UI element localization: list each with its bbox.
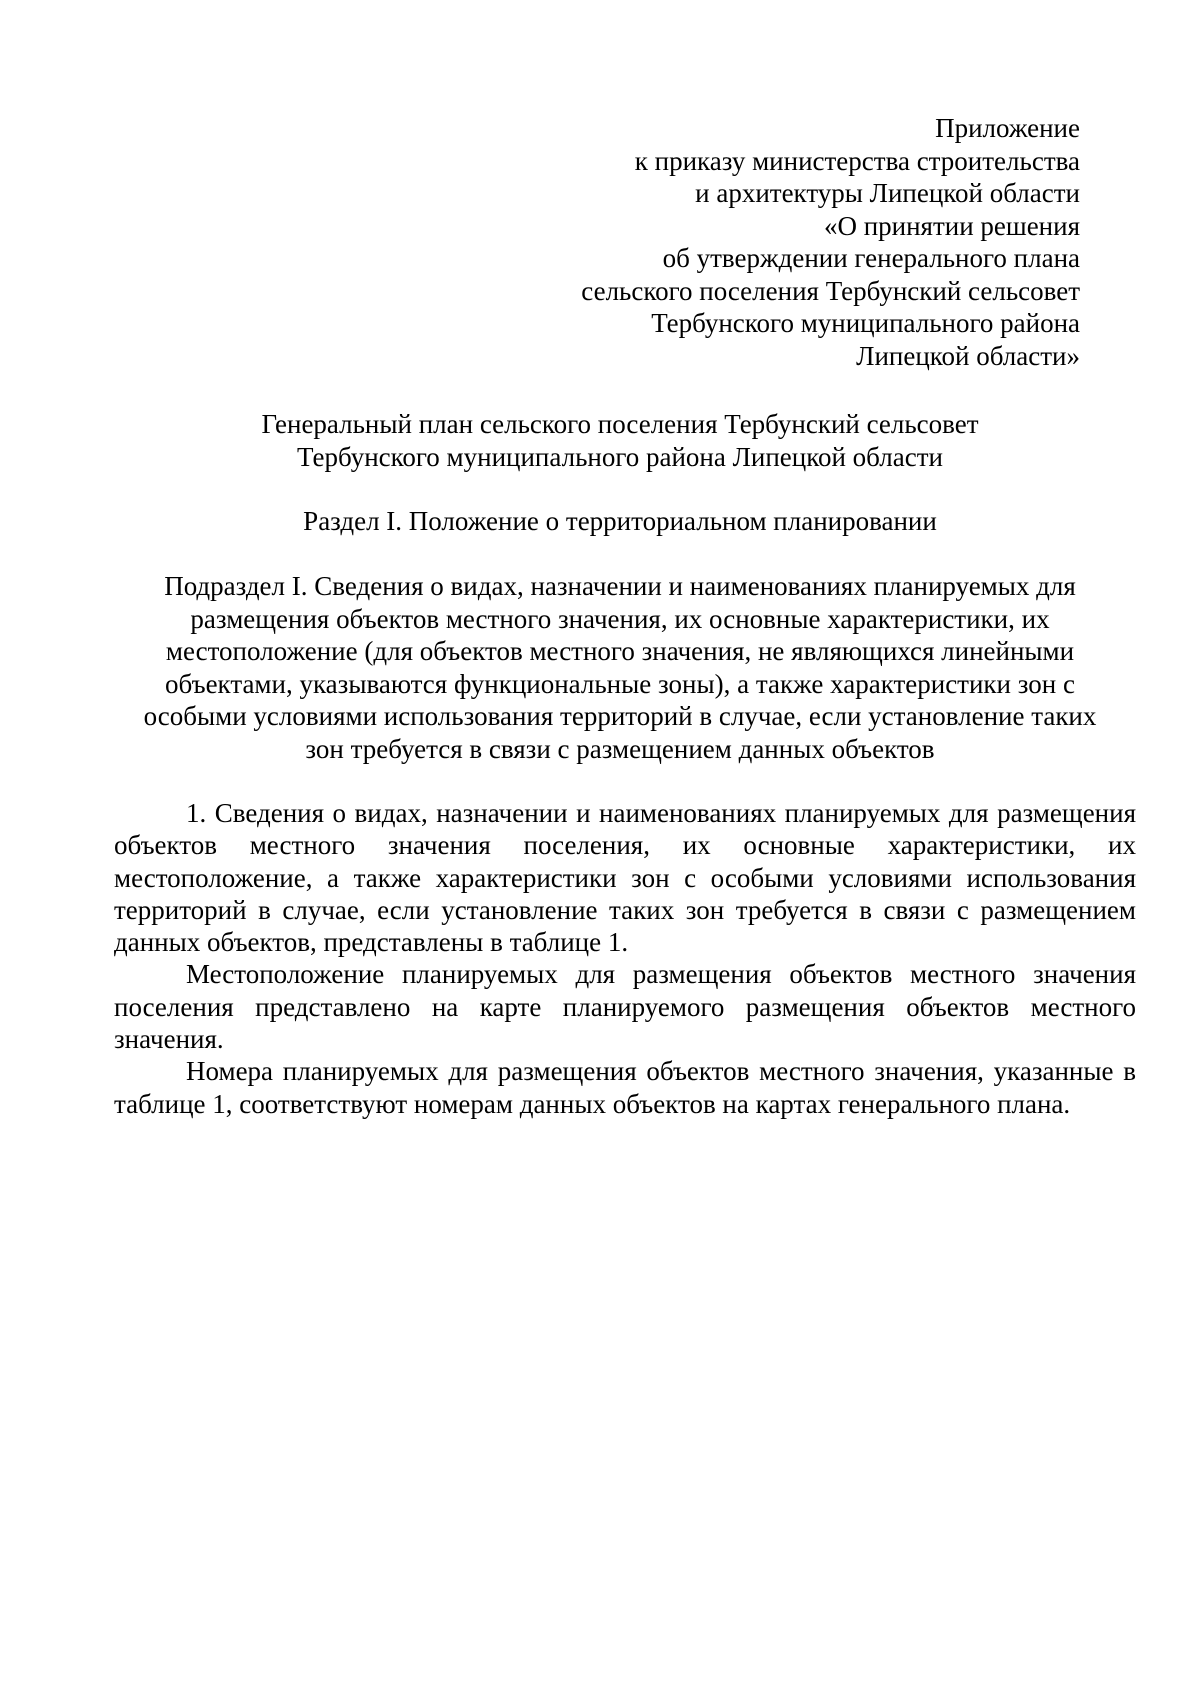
subsection-line: размещения объектов местного значения, их основные характеристики, их [190, 603, 1050, 634]
subsection-line: зон требуется в связи с размещением данных объектов [305, 733, 935, 764]
title-line: Генеральный план сельского поселения Тербунский сельсовет [261, 409, 979, 439]
subsection-line: Подраздел I. Сведения о видах, назначении и наименованиях планируемых для [164, 571, 1076, 601]
document-title [120, 408, 1120, 473]
body-paragraph: Местоположение планируемых для размещения объектов местного значения поселения представлено на карте планируемого размещения объектов местного значения. [114, 959, 1136, 1055]
body-paragraph: 1. Сведения о видах, назначении и наименованиях планируемых для размещения объектов местного значения поселения, их основные характеристики, их местоположение, а также характеристики зон с особыми условиями использования территорий в случае, если установление таких зон требуется в связи с размещением данных объектов, представлены в таблице 1. [114, 798, 1136, 958]
subsection-line: местоположение (для объектов местного значения, не являющихся линейными [165, 636, 1075, 666]
appendix-block [460, 112, 1080, 372]
body-text [114, 797, 1136, 1120]
subsection-line: особыми условиями использования территорий в случае, если установление таких [143, 701, 1097, 731]
subsection-line: объектами, указываются функциональные зоны), а также характеристики зон с [165, 668, 1075, 699]
appendix-line: Приложение [935, 113, 1080, 143]
title-line: Тербунского муниципального района Липецкой области [297, 441, 943, 472]
appendix-line: сельского поселения Тербунский сельсовет [581, 275, 1080, 306]
appendix-line: к приказу министерства строительства [634, 145, 1080, 176]
body-paragraph: Номера планируемых для размещения объектов местного значения, указанные в таблице 1, соответствуют номерам данных объектов на картах генерального плана. [114, 1056, 1136, 1119]
section-heading: Раздел I. Положение о территориальном планировании [303, 506, 937, 536]
appendix-line: Липецкой области» [856, 340, 1080, 371]
appendix-line: и архитектуры Липецкой области [695, 178, 1080, 208]
appendix-line: об утверждении генерального плана [662, 243, 1080, 273]
appendix-line: «О принятии решения [823, 210, 1080, 241]
appendix-line: Тербунского муниципального района [651, 308, 1080, 338]
subsection-heading [120, 570, 1120, 765]
